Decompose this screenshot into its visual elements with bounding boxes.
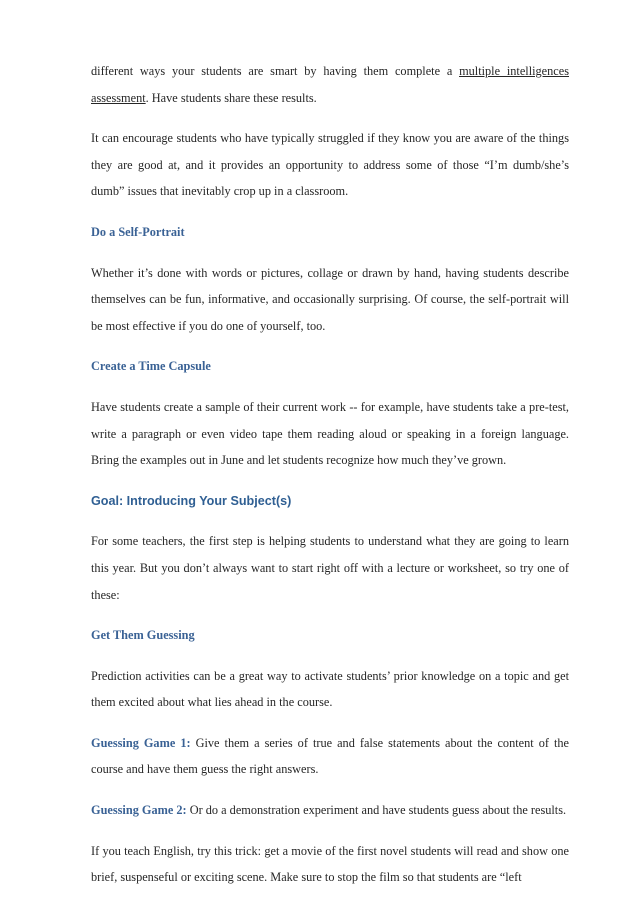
guessing-game-1-paragraph — [91, 730, 569, 783]
guessing-game-2-paragraph — [91, 797, 569, 824]
guessing-game-2-label: Guessing Game 2: — [91, 803, 187, 818]
guessing-paragraph: Prediction activities can be a great way to activate students’ prior knowledge on a topic and get them excited about what lies ahead in the course. — [91, 668, 569, 710]
get-them-guessing-heading: Get Them Guessing — [91, 628, 195, 643]
encourage-paragraph: It can encourage students who have typically struggled if they know you are aware of the things they are good at, and it provides an opportunity to address some of those “I’m dumb/she’s dumb” issues that inevitably crop up in a classroom. — [91, 131, 569, 199]
time-capsule-paragraph: Have students create a sample of their current work -- for example, have students take a pre-test, write a paragraph or even video tape them reading aloud or speaking in a foreign language. Bring the examples out in June and let students recognize how much they’ve grown. — [91, 399, 569, 468]
guessing-game-1-text: Give them a series of true and false statements about the content of the course and have them guess the right answers. — [91, 735, 569, 777]
multiple-intelligences-link[interactable]: multiple intelligences assessment — [91, 64, 569, 105]
english-paragraph: If you teach English, try this trick: get a movie of the first novel students will read and show one brief, suspenseful or exciting scene. Make sure to stop the film so that students are “left — [91, 843, 569, 885]
guessing-game-1-label: Guessing Game 1: — [91, 735, 191, 750]
intro-text-end: . Have students share these results. — [145, 90, 317, 105]
intro-text-start: different ways your students are smart by having them complete a — [91, 64, 460, 78]
time-capsule-heading: Create a Time Capsule — [91, 359, 211, 374]
self-portrait-heading: Do a Self-Portrait — [91, 224, 185, 239]
self-portrait-paragraph: Whether it’s done with words or pictures, collage or drawn by hand, having students describe themselves can be fun, informative, and occasionally surprising. Of course, the self-portrait will be most effective if you do one of yourself, too. — [91, 265, 569, 333]
guessing-game-2-text: Or do a demonstration experiment and have students guess about the results. — [186, 803, 567, 818]
document-body — [91, 58, 569, 905]
goal-heading: Goal: Introducing Your Subject(s) — [91, 493, 292, 508]
goal-paragraph: For some teachers, the first step is helping students to understand what they are going to learn this year. But you don’t always want to start right off with a lecture or worksheet, so try one of these: — [91, 534, 569, 602]
intro-paragraph — [91, 58, 569, 111]
